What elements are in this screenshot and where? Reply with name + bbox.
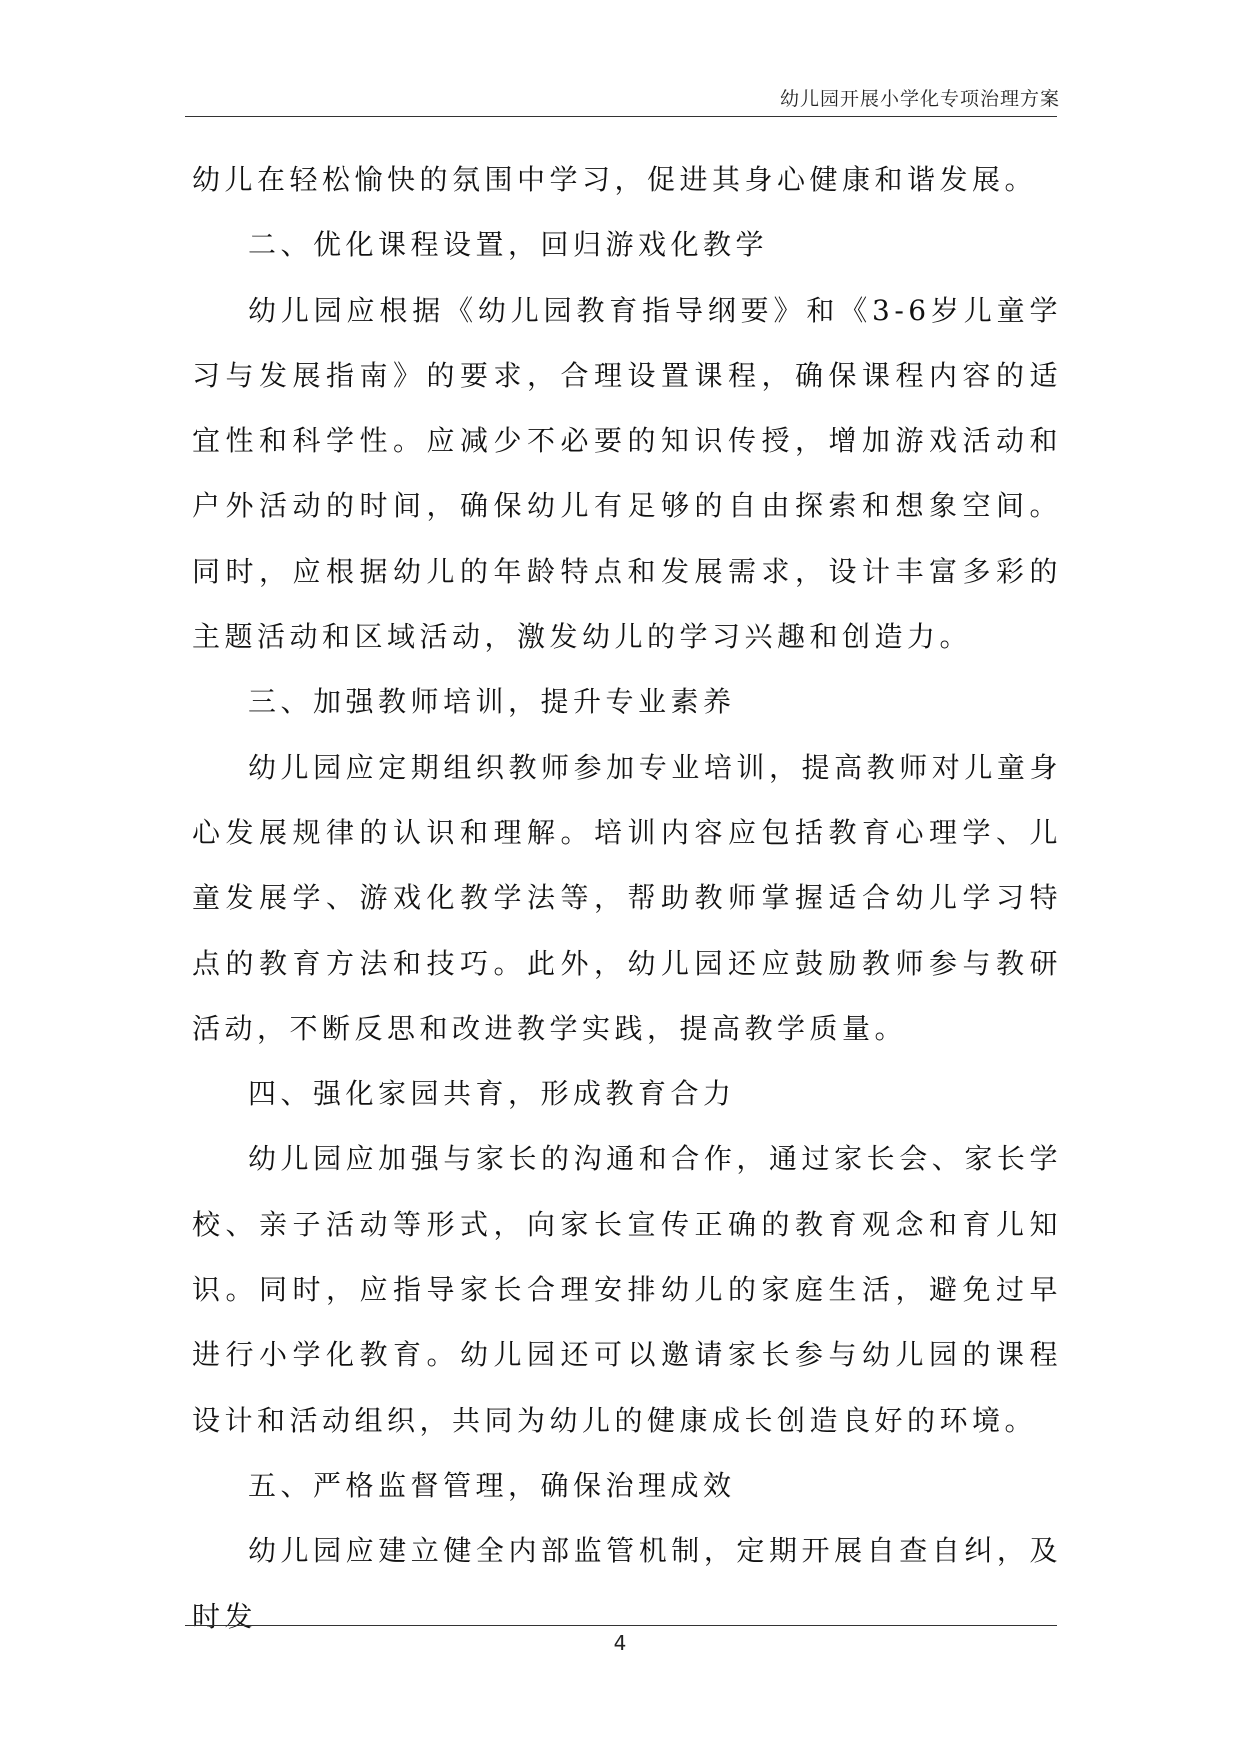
- continuation-paragraph: 幼儿在轻松愉快的氛围中学习，促进其身心健康和谐发展。: [192, 163, 1038, 196]
- document-body: [192, 147, 1062, 1649]
- footer-rule: [185, 1625, 1057, 1626]
- section-paragraph-2: 幼儿园应根据《幼儿园教育指导纲要》和《3-6岁儿童学习与发展指南》的要求，合理设置课程，确保课程内容的适宜性和科学性。应减少不必要的知识传授，增加游戏活动和户外活动的时间，确保幼儿有足够的自由探索和想象空间。同时，应根据幼儿的年龄特点和发展需求，设计丰富多彩的主题活动和区域活动，激发幼儿的学习兴趣和创造力。: [192, 293, 1062, 654]
- running-header-title: 幼儿园开展小学化专项治理方案: [779, 88, 1060, 110]
- section-heading-2: 二、优化课程设置，回归游戏化教学: [248, 228, 769, 262]
- section-heading-3: 三、加强教师培训，提升专业素养: [248, 685, 736, 719]
- section-paragraph-3: 幼儿园应定期组织教师参加专业培训，提高教师对儿童身心发展规律的认识和理解。培训内容应包括教育心理学、儿童发展学、游戏化教学法等，帮助教师掌握适合幼儿学习特点的教育方法和技巧。此外，幼儿园还应鼓励教师参与教研活动，不断反思和改进教学实践，提高教学质量。: [192, 750, 1062, 1045]
- section-heading-5: 五、严格监督管理，确保治理成效: [248, 1468, 736, 1502]
- page-number: 4: [613, 1631, 627, 1655]
- header-rule: [185, 116, 1057, 117]
- section-heading-4: 四、强化家园共育，形成教育合力: [248, 1077, 736, 1111]
- section-paragraph-4: 幼儿园应加强与家长的沟通和合作，通过家长会、家长学校、亲子活动等形式，向家长宣传正确的教育观念和育儿知识。同时，应指导家长合理安排幼儿的家庭生活，避免过早进行小学化教育。幼儿园还可以邀请家长参与幼儿园的课程设计和活动组织，共同为幼儿的健康成长创造良好的环境。: [192, 1142, 1062, 1437]
- section-paragraph-5: 幼儿园应建立健全内部监管机制，定期开展自查自纠，及时发: [192, 1534, 1062, 1633]
